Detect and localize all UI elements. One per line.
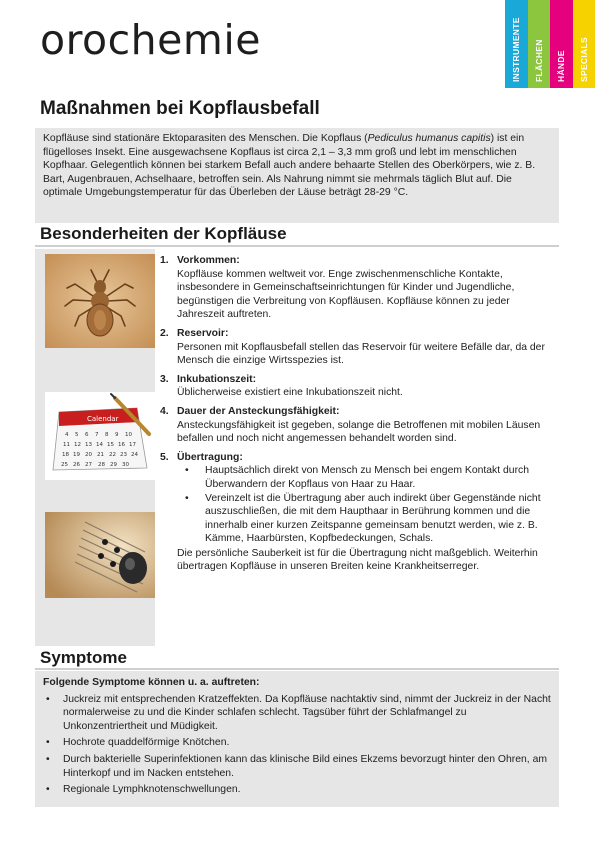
bullet-item: • Vereinzelt ist die Übertragung aber auch indirekt über Gegenstände nicht auszuschließen, die mit dem Haupthaar in Berührung kommen und die innerhalb einer kurzen Zeitspanne gemeinsam benutzt werden, wie z. B. Kämme, Haarbürsten, Kopfbedeckungen, Schals. — [185, 492, 541, 545]
intro-text-1: Kopfläuse sind stationäre Ektoparasiten des Menschen. Die Kopflaus ( — [43, 133, 368, 144]
intro-latin-name: Pediculus humanus capitis — [367, 133, 491, 144]
svg-text:16: 16 — [118, 442, 125, 448]
tab-instrumente[interactable]: INSTRUMENTE — [505, 0, 528, 88]
list-item: 1. Vorkommen: Kopfläuse kommen weltweit vor. Enge zwischenmenschliche Kontakte, insbesondere in Gemeinschaftseinrichtungen für Kinder und Jugendliche, begünstigen die Verbreitung von Kopfläusen. Kopfläuse können zu jeder Jahreszeit auftreten. — [160, 255, 515, 321]
svg-text:26: 26 — [73, 462, 80, 468]
divider — [35, 245, 559, 247]
svg-text:23: 23 — [120, 452, 127, 458]
category-tabs — [505, 0, 595, 88]
svg-text:6: 6 — [85, 432, 89, 438]
svg-text:12: 12 — [74, 442, 81, 448]
svg-text:14: 14 — [96, 442, 103, 448]
list-item: 4. Dauer der Ansteckungsfähigkeit: Ansteckungsfähigkeit ist gegeben, solange die Betroffenen mit mobilen Läusen befallen und noch nicht angemessen behandelt worden sind. — [160, 405, 541, 445]
svg-text:27: 27 — [85, 462, 92, 468]
bullet-item: • Hochrote quaddelförmige Knötchen. — [46, 737, 230, 749]
tab-haende[interactable]: HÄNDE — [550, 0, 573, 88]
calendar-label: Calendar — [87, 415, 119, 423]
svg-text:21: 21 — [97, 452, 104, 458]
svg-text:5: 5 — [75, 432, 79, 438]
tab-flaechen[interactable]: FLÄCHEN — [528, 0, 551, 88]
tab-specials[interactable]: SPECIALS — [573, 0, 595, 88]
page-title: Maßnahmen bei Kopflausbefall — [40, 98, 320, 119]
svg-text:10: 10 — [125, 432, 132, 438]
intro-text-2: ) ist ein flügelloses Insekt. Eine ausgewachsene Kopflaus ist circa 2,1 – 3,3 mm groß und lebt im menschlichen Kopfhaar. Gelegentlich können bei starkem Befall auch andere behaarte Stellen des Oberkörpers, wie z. B. Bart, Augenbrauen, Achselhaare, betroffen sein. Als Nahrung nimmt sie mehrmals täglich Blut auf. Die optimale Umgebungstemperatur für das Überleben der Läuse beträgt 28-29 °C. — [43, 133, 536, 199]
features-list — [160, 254, 552, 579]
comb-image — [45, 512, 155, 598]
transmission-closing: Die persönliche Sauberkeit ist für die Übertragung nicht maßgeblich. Weiterhin übertragen Kopfläuse in unseren Breiten keine Krankheitserreger. — [177, 547, 538, 573]
symptoms-lead: Folgende Symptome können u. a. auftreten: — [43, 677, 260, 688]
svg-text:28: 28 — [98, 462, 105, 468]
svg-text:29: 29 — [110, 462, 117, 468]
list-item: 3. Inkubationszeit: Üblicherweise existiert eine Inkubationszeit nicht. — [160, 373, 403, 399]
svg-text:30: 30 — [122, 462, 129, 468]
svg-text:20: 20 — [85, 452, 92, 458]
svg-text:15: 15 — [107, 442, 114, 448]
svg-text:22: 22 — [109, 452, 116, 458]
brand-logo: orochemie — [40, 16, 261, 64]
calendar-image — [45, 392, 155, 480]
svg-text:7: 7 — [95, 432, 99, 438]
svg-text:19: 19 — [73, 452, 80, 458]
svg-text:9: 9 — [115, 432, 119, 438]
louse-image — [45, 254, 155, 348]
svg-text:8: 8 — [105, 432, 109, 438]
list-item: 5. Übertragung: • Hauptsächlich direkt von Mensch zu Mensch bei engem Kontakt durch Überwandern der Kopflaus von Haar zu Haar. • Vereinzelt ist die Übertragung aber auch indirekt über Gegenstände nicht auszuschließen, die mit dem Haupthaar in Berührung kommen und die innerhalb einer kurzen Zeitspanne gemeinsam benutzt werden, wie z. B. Kämme, Haarbürsten, Kopfbedeckungen, Schals. Die persönliche Sauberkeit ist für die Übertragung nicht maßgeblich. Weiterhin übertragen Kopfläuse in unseren Breiten keine Krankheitserreger. — [160, 451, 552, 574]
svg-text:17: 17 — [129, 442, 136, 448]
intro-box — [35, 128, 559, 223]
svg-text:13: 13 — [85, 442, 92, 448]
heading-symptoms: Symptome — [40, 648, 127, 667]
bullet-item: • Juckreiz mit entsprechenden Kratzeffekten. Da Kopfläuse nachtaktiv sind, nimmt der Juckreiz in der Nacht normalerweise zu und die Kinder schlafen schlecht. Tagsüber führt der Schlafmangel zu Unkonzentriertheit und Müdigkeit. — [46, 693, 551, 732]
symptoms-box — [35, 671, 559, 807]
bullet-item: • Hauptsächlich direkt von Mensch zu Mensch bei engem Kontakt durch Überwandern der Kopflaus von Haar zu Haar. — [185, 465, 530, 490]
bullet-item: • Durch bakterielle Superinfektionen kann das klinische Bild eines Ekzems bevorzugt hinter den Ohren, am Hinterkopf und im Nacken entstehen. — [46, 753, 548, 779]
svg-text:11: 11 — [63, 442, 70, 448]
svg-text:24: 24 — [131, 452, 138, 458]
heading-features: Besonderheiten der Kopfläuse — [40, 224, 287, 243]
list-item: 2. Reservoir: Personen mit Kopflausbefall stellen das Reservoir für weitere Befälle dar, da der Mensch die einzige Wirtsspezies ist. — [160, 327, 545, 367]
svg-text:25: 25 — [61, 462, 68, 468]
svg-text:18: 18 — [62, 452, 69, 458]
divider — [35, 668, 559, 670]
svg-text:4: 4 — [65, 432, 69, 438]
bullet-item: • Regionale Lymphknotenschwellungen. — [46, 784, 241, 796]
